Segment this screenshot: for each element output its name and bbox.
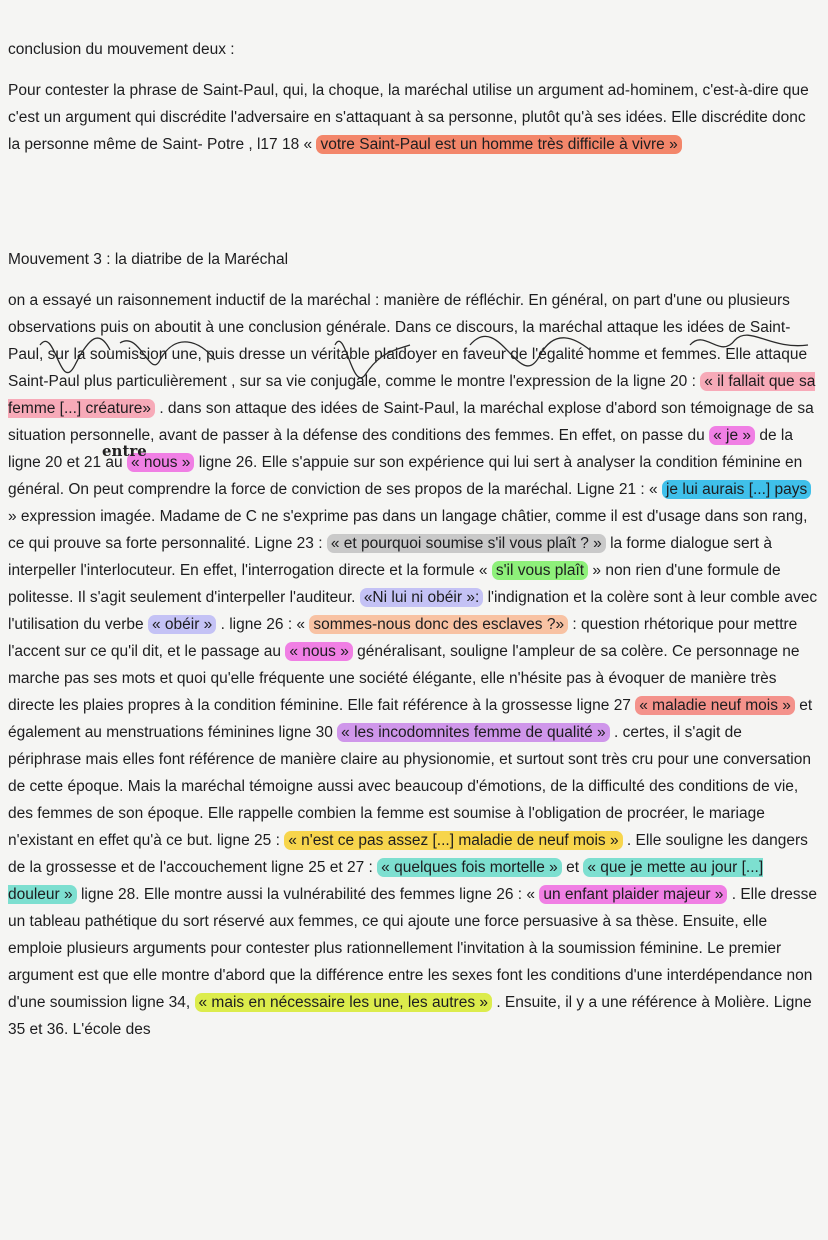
- text-run: . ligne 26 : «: [220, 616, 306, 633]
- highlighted-quote: « il fallait que sa femme [...] créature»: [8, 373, 816, 417]
- text-run: . certes, il s'agit de périphrase mais elles font référence de manière claire au physionomie, et surtout sont très cru pour une conversation de cette époque. Mais la maréchal témoigne aussi avec beaucoup d'émotions, de la difficulté des conditions de vie, des femmes de son époque. Elle rappelle combien la femme est soumise à l'obligation de procréer, le mariage n'existant en effet qu'à ce but. ligne 25 :: [8, 724, 811, 849]
- text-run: et: [566, 859, 580, 876]
- handwritten-note: entre: [102, 442, 147, 460]
- highlighted-quote: s'il vous plaît: [492, 561, 588, 580]
- highlighted-quote: je lui aurais [...] pays: [662, 480, 811, 499]
- highlighted-quote: « nous »: [127, 453, 194, 472]
- text-run: . Ensuite, il y a une référence à Molière. Ligne 35 et 36. L'école des: [8, 994, 812, 1038]
- text-run: de la ligne 20 et 21 au: [8, 427, 793, 471]
- section-heading-conclusion: conclusion du mouvement deux :: [8, 41, 235, 58]
- text-run: l'indignation et la colère sont à leur comble avec l'utilisation du verbe: [8, 589, 818, 633]
- highlighted-quote: « les incodomnites femme de qualité »: [337, 723, 610, 742]
- highlighted-quote: « nous »: [285, 642, 352, 661]
- highlighted-quote: « n'est ce pas assez [...] maladie de neuf mois »: [284, 831, 622, 850]
- paragraph-mouvement-3: [8, 287, 818, 1043]
- highlighted-quote: sommes-nous donc des esclaves ?»: [309, 615, 568, 634]
- text-run: . dans son attaque des idées de Saint-Paul, la maréchal explose d'abord son témoignage de sa situation personnelle, avant de passer à la défense des conditions des femmes. En effet, on passe du: [8, 400, 814, 444]
- text-run: ligne 26. Elle s'appuie sur son expérience qui lui sert à analyser la condition féminine en général. On peut comprendre la force de conviction de ses propos de la maréchal. Ligne 21 : «: [8, 454, 803, 498]
- highlighted-quote: « mais en nécessaire les une, les autres »: [195, 993, 493, 1012]
- text-run: . Elle dresse un tableau pathétique du sort réservé aux femmes, ce qui ajoute une force persuasive à sa thèse. Ensuite, elle emploie plusieurs arguments pour contester plus rationnellement l'invitation à la soumission féminine. Le premier argument est que elle montre d'abord que la différence entre les sexes font les conditions d'une interdépendance non d'une soumission ligne 34,: [8, 886, 818, 1011]
- paragraph-conclusion: [8, 77, 818, 158]
- text-run: on a essayé un raisonnement inductif de la maréchal : manière de réfléchir. En général, on part d'une ou plusieurs observations puis on aboutit à une conclusion générale. Dans ce discours, la maréchal attaque les idées de Saint-Paul, sur la soumission une, puis dresse un véritable plaidoyer en faveur de l'égalité homme et femmes. Elle attaque Saint-Paul plus particulièrement , sur sa vie conjugale, comme le montre l'expression de la ligne 20 :: [8, 292, 808, 390]
- highlighted-quote: votre Saint-Paul est un homme très difficile à vivre »: [316, 135, 681, 154]
- text-run: la forme dialogue sert à interpeller l'interlocuteur. En effet, l'interrogation directe et la formule «: [8, 535, 773, 579]
- text-run: ligne 28. Elle montre aussi la vulnérabilité des femmes ligne 26 : «: [80, 886, 536, 903]
- highlighted-quote: « et pourquoi soumise s'il vous plaît ? »: [327, 534, 606, 553]
- highlighted-quote: un enfant plaider majeur »: [539, 885, 727, 904]
- highlighted-quote: « je »: [709, 426, 755, 445]
- text-run: : question rhétorique pour mettre l'accent sur ce qu'il dit, et le passage au: [8, 616, 798, 660]
- highlighted-quote: « que je mette au jour [...] douleur »: [8, 859, 764, 903]
- section-heading-mouvement-3: Mouvement 3 : la diatribe de la Maréchal: [8, 251, 289, 268]
- text-run: Pour contester la phrase de Saint-Paul, qui, la choque, la maréchal utilise un argument ad-hominem, c'est-à-dire que c'est un argument qui discrédite l'adversaire en s'attaquant à sa personne, plutôt qu'à ses idées. Elle discrédite donc la personne même de Saint- Potre , l17 18 «: [8, 82, 809, 153]
- text-run: » expression imagée. Madame de C ne s'exprime pas dans un langage châtier, comme il est d'usage dans son rang, ce qui prouve sa forte personnalité. Ligne 23 :: [8, 508, 808, 552]
- highlighted-quote: « obéir »: [148, 615, 216, 634]
- highlighted-quote: «Ni lui ni obéir »:: [360, 588, 483, 607]
- text-run: généralisant, souligne l'ampleur de sa colère. Ce personnage ne marche pas ses mots et quoi qu'elle fréquente une société élégante, elle n'hésite pas à évoquer de manière très directe les plaies propres à la condition féminine. Elle fait référence à la grossesse ligne 27: [8, 643, 800, 714]
- text-run: et également au menstruations féminines ligne 30: [8, 697, 813, 741]
- highlighted-quote: « quelques fois mortelle »: [377, 858, 562, 877]
- text-run: » non rien d'une formule de politesse. Il s'agit seulement d'interpeller l'auditeur.: [8, 562, 781, 606]
- highlighted-quote: « maladie neuf mois »: [635, 696, 795, 715]
- text-run: . Elle souligne les dangers de la grossesse et de l'accouchement ligne 25 et 27 :: [8, 832, 808, 876]
